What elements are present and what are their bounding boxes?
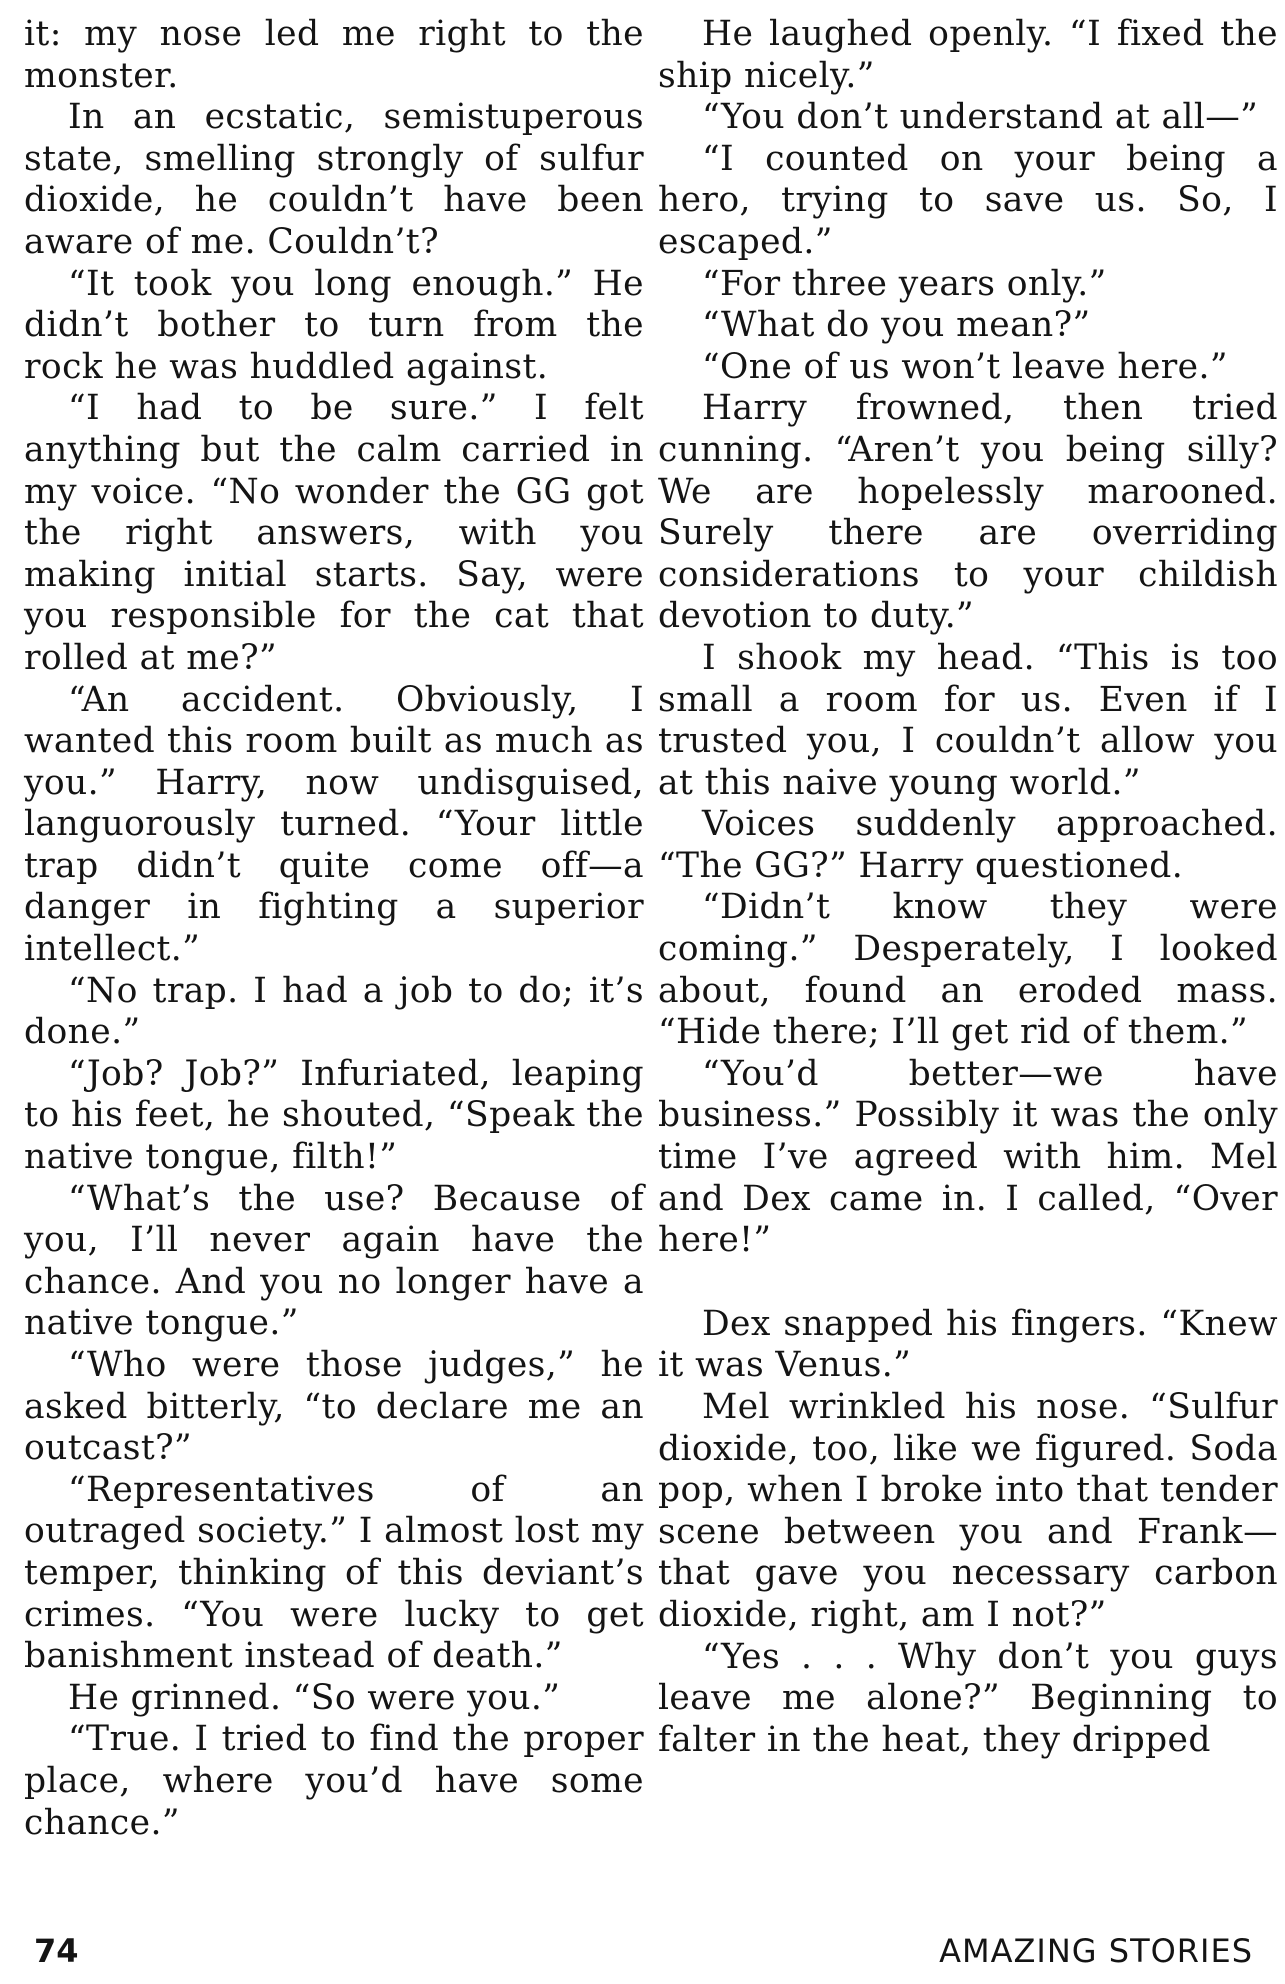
paragraph: “No trap. I had a job to do; it’s done.” [24,970,644,1053]
paragraph: Dex snapped his fingers. “Knew it was Venus.” [658,1303,1278,1386]
paragraph: “Job? Job?” Infuriated, leaping to his feet, he shouted, “Speak the native tongue, filth!” [24,1053,644,1178]
page-number: 74 [34,1932,79,1970]
paragraph: “I counted on your being a hero, trying to save us. So, I escaped.” [658,138,1278,262]
paragraph: He grinned. “So were you.” [68,1677,561,1718]
paragraph: Voices suddenly approached. “The GG?” Harry questioned. [658,804,1278,886]
paragraph: He laughed openly. “I fixed the ship nicely.” [658,14,1278,96]
magazine-title: AMAZING STORIES [939,1932,1253,1970]
paragraph: “For three years only.” [702,263,1107,304]
paragraph: Harry frowned, then tried cunning. “Aren’t you being silly? We are hopelessly marooned. Surely there are overriding considerations to your childish devotion to duty.” [658,388,1278,637]
paragraph: “You don’t understand at all—” [702,97,1259,138]
paragraph: “True. I tried to find the proper place, where you’d have some chance.” [24,1719,644,1843]
paragraph: In an ecstatic, semistuperous state, smelling strongly of sulfur dioxide, he couldn’t have been aware of me. Couldn’t? [24,97,644,262]
paragraph: “It took you long enough.” He didn’t bother to turn from the rock he was huddled against. [24,263,644,387]
paragraph: I shook my head. “This is too small a room for us. Even if I trusted you, I couldn’t allow you at this naive young world.” [658,637,1278,803]
paragraph: “You’d better—we have business.” Possibly it was the only time I’ve agreed with him. Mel and Dex came in. I called, “Over here!” [658,1053,1278,1261]
paragraph: “What do you mean?” [702,305,1091,346]
right-column [658,14,1278,1761]
paragraph: “Yes . . . Why don’t you guys leave me alone?” Beginning to falter in the heat, they dripped [658,1636,1278,1760]
paragraph: “What’s the use? Because of you, I’ll never again have the chance. And you no longer have a native tongue.” [24,1178,644,1344]
paragraph: “Who were those judges,” he asked bitterly, “to declare me an outcast?” [24,1345,644,1469]
left-column [24,14,644,1844]
paragraph: “Representatives of an outraged society.” I almost lost my temper, thinking of this deviant’s crimes. “You were lucky to get banishment instead of death.” [24,1469,644,1677]
paragraph: “An accident. Obviously, I wanted this room built as much as you.” Harry, now undisguised, languorously turned. “Your little trap didn’t quite come off—a danger in fighting a superior intellect.” [24,679,644,970]
paragraph: “One of us won’t leave here.” [702,346,1228,387]
section-break [658,1262,1278,1304]
paragraph: “I had to be sure.” I felt anything but the calm carried in my voice. “No wonder the GG got the right answers, with you making initial starts. Say, were you responsible for the cat that rolled at me?” [24,388,644,678]
paragraph: Mel wrinkled his nose. “Sulfur dioxide, too, like we figured. Soda pop, when I broke into that tender scene between you and Frank—that gave you necessary carbon dioxide, right, am I not?” [658,1387,1278,1635]
paragraph: “Didn’t know they were coming.” Desperately, I looked about, found an eroded mass. “Hide there; I’ll get rid of them.” [658,887,1278,1053]
paragraph: it: my nose led me right to the monster. [24,14,644,96]
